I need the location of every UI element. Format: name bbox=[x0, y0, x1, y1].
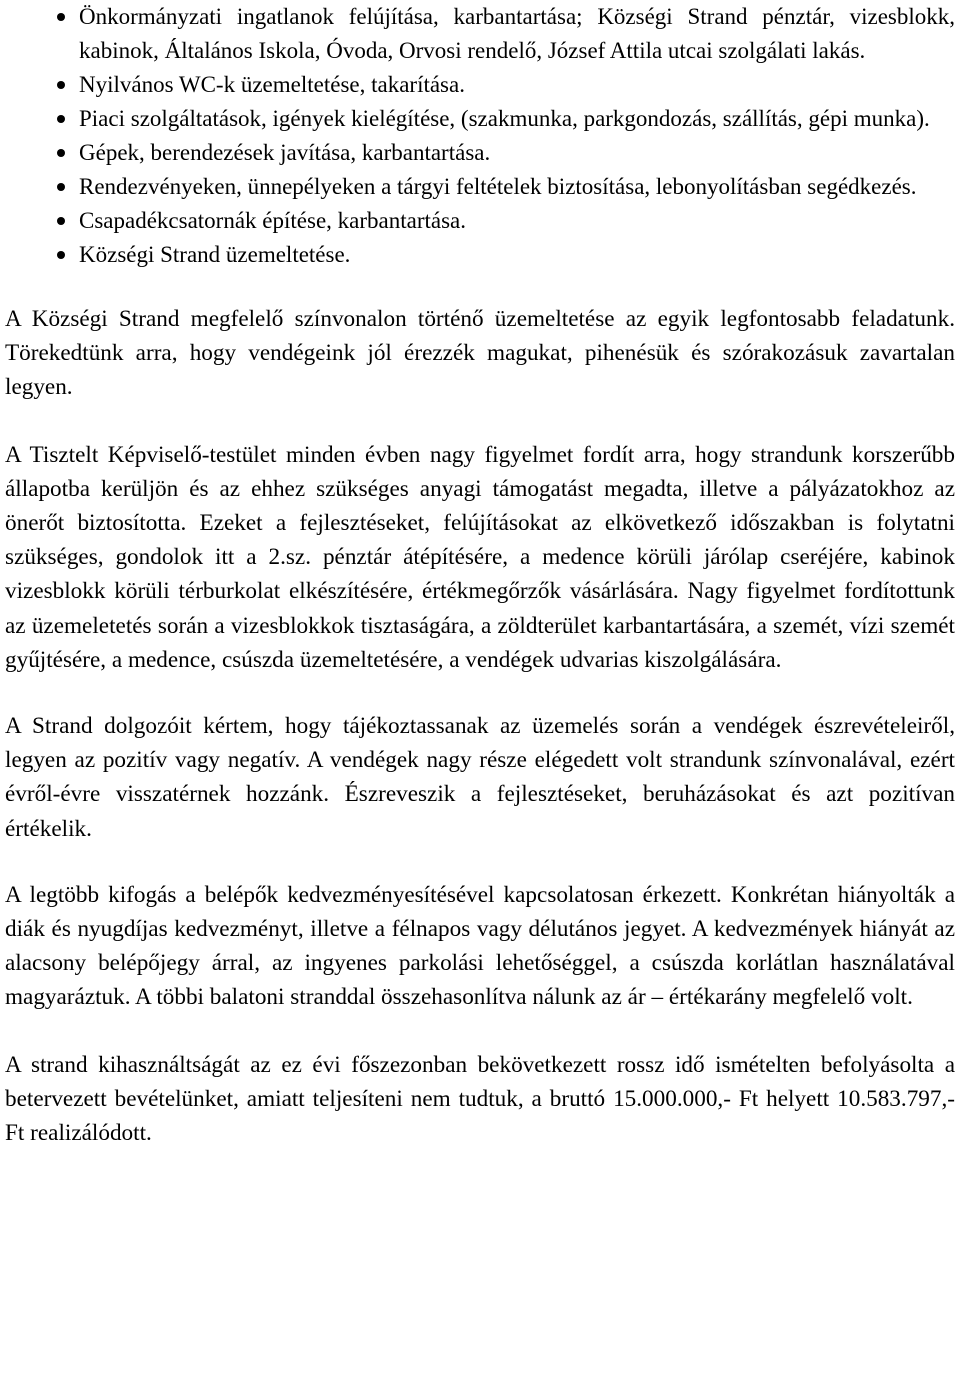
bullet-icon bbox=[57, 115, 65, 123]
paragraph-guest-feedback: A Strand dolgozóit kértem, hogy tájékoztassanak az üzemelés során a vendégek észrevételeiről, legyen az pozitív vagy negatív. A vendégek nagy része elégedett volt strandunk színvonalával, ezért évről-évre visszatérnek hozzánk. Észreveszik a fejlesztéseket, beruházásokat és azt pozitívan értékelik. bbox=[5, 713, 955, 842]
bullet-item-drainage bbox=[5, 204, 955, 238]
bullet-icon bbox=[57, 217, 65, 225]
bullet-text: Önkormányzati ingatlanok felújítása, karbantartása; Községi Strand pénztár, vizesblokk, kabinok, Általános Iskola, Óvoda, Orvosi rendelő, József Attila utcai szolgálati lakás. bbox=[79, 4, 955, 63]
bullet-item-events bbox=[5, 170, 955, 204]
bullet-icon bbox=[57, 81, 65, 89]
bullet-icon bbox=[57, 13, 65, 21]
paragraph-revenue: A strand kihasználtságát az ez évi főszezonban bekövetkezett rossz idő ismételten befolyásolta a betervezett bevételünket, amiatt teljesíteni nem tudtuk, a bruttó 15.000.000,- Ft helyett 10.583.797,- Ft realizálódott. bbox=[5, 1051, 955, 1147]
bullet-text: Nyilvános WC-k üzemeltetése, takarítása. bbox=[79, 72, 465, 97]
paragraph-complaints: A legtöbb kifogás a belépők kedvezményesítésével kapcsolatosan érkezett. Konkrétan hiányolták a diák és nyugdíjas kedvezményt, illetve a félnapos vagy délutános jegyet. A kedvezmények hiányát az alacsony belépőjegy árral, az ingyenes parkolási lehetőséggel, a csúszda korlátlan használatával magyaráztuk. A többi balatoni stranddal összehasonlítva nálunk az ár – értékarány megfelelő volt. bbox=[5, 881, 955, 1011]
task-bullet-list bbox=[5, 0, 955, 272]
bullet-text: Rendezvényeken, ünnepélyeken a tárgyi feltételek biztosítása, lebonyolításban segédkezés. bbox=[79, 174, 917, 199]
document-page bbox=[5, 0, 955, 1150]
bullet-icon bbox=[57, 251, 65, 259]
bullet-text: Csapadékcsatornák építése, karbantartása. bbox=[79, 208, 466, 233]
bullet-item-property-renovation bbox=[5, 0, 955, 68]
bullet-icon bbox=[57, 149, 65, 157]
bullet-item-public-toilets bbox=[5, 68, 955, 102]
bullet-text: Piaci szolgáltatások, igények kielégítése, (szakmunka, parkgondozás, szállítás, gépi munka). bbox=[79, 106, 930, 131]
bullet-item-strand bbox=[5, 238, 955, 272]
bullet-item-machine-repair bbox=[5, 136, 955, 170]
bullet-item-market-services bbox=[5, 102, 955, 136]
bullet-text: Községi Strand üzemeltetése. bbox=[79, 242, 351, 267]
paragraph-council-support: A Tisztelt Képviselő-testület minden évben nagy figyelmet fordít arra, hogy strandunk korszerűbb állapotba kerüljön és az ehhez szükséges anyagi támogatást megadta, illetve a pályázatokhoz az önerőt biztosította. Ezeket a fejlesztéseket, felújításokat az elkövetkező időszakban is folytatni szükséges, gondolok itt a 2.sz. pénztár átépítésére, a medence körüli járólap cseréjére, kabinok vizesblokk körüli térburkolat elkészítésére, értékmegőrzők vásárlására. Nagy figyelmet fordítottunk az üzemeletetés során a vizesblokkok tisztaságára, a zöldterület karbantartására, a szemét, vízi szemét gyűjtésére, a medence, csúszda üzemeltetésére, a vendégek udvarias kiszolgálására. bbox=[5, 441, 955, 673]
bullet-icon bbox=[57, 183, 65, 191]
bullet-text: Gépek, berendezések javítása, karbantartása. bbox=[79, 140, 491, 165]
paragraph-strand-operation: A Községi Strand megfelelő színvonalon történő üzemeltetése az egyik legfontosabb feladatunk. Törekedtünk arra, hogy vendégeink jól érezzék magukat, pihenésük és szórakozásuk zavartalan legyen. bbox=[5, 306, 955, 401]
